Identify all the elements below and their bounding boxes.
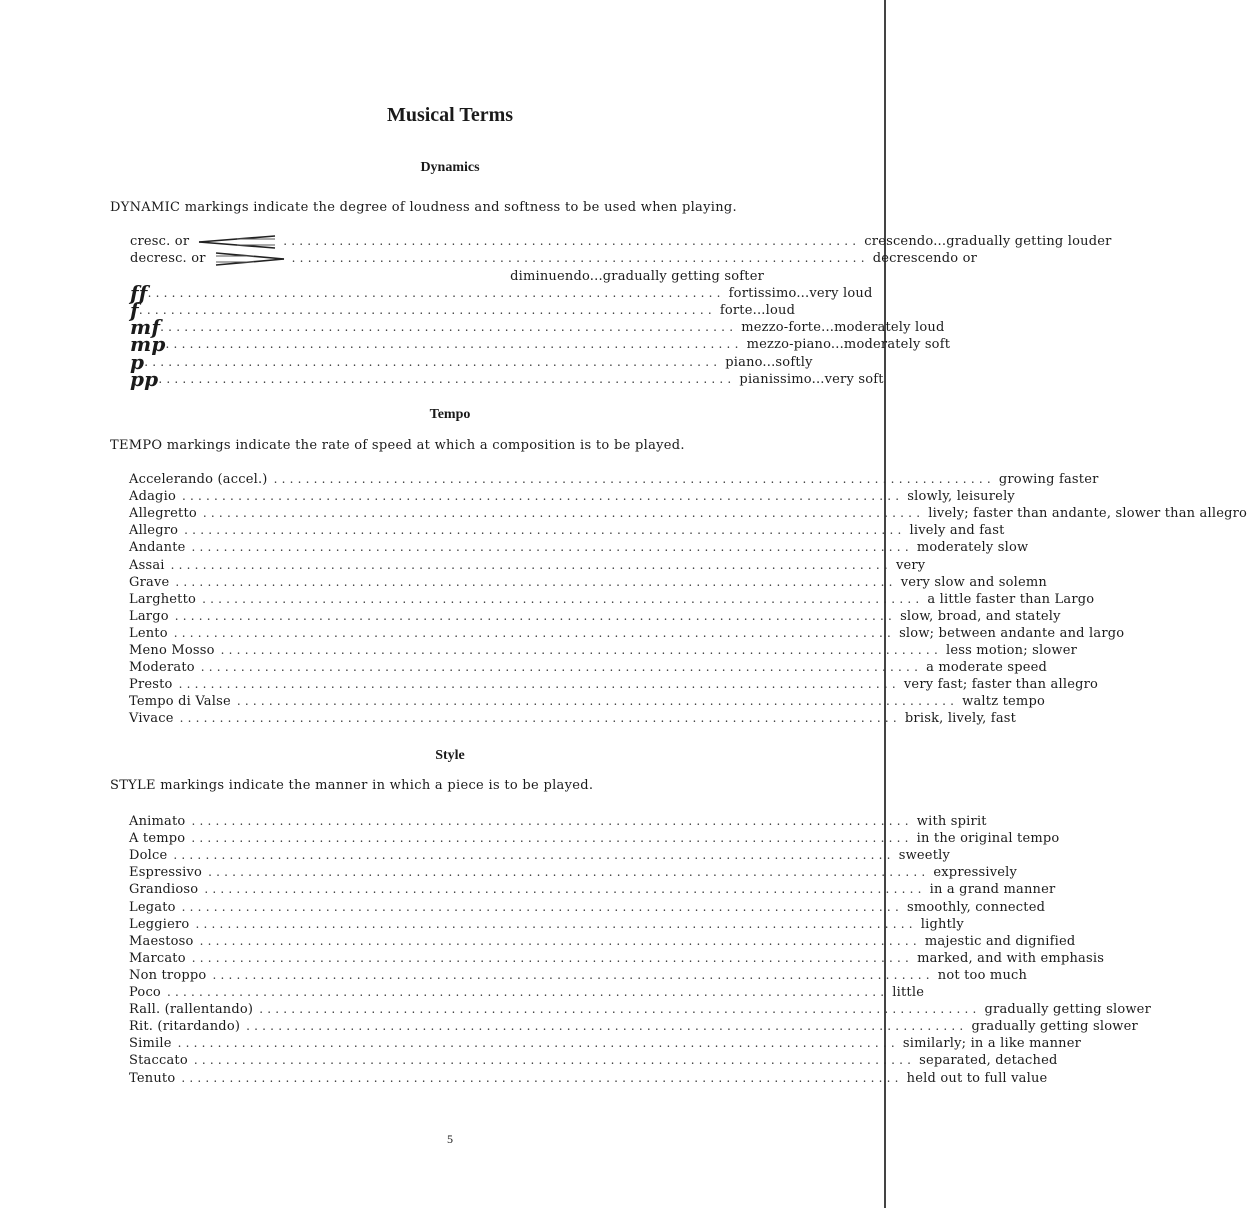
list-item [129,1035,1082,1052]
term-meaning: majestic and dignified [924,933,1076,949]
term-meaning: separated, detached [919,1053,1058,1069]
dot-leader: .......................................................................................... [208,865,930,880]
dot-leader: .......................................................................................... [184,523,906,538]
list-item [130,297,796,322]
cresc-abbr: cresc. or [130,234,190,250]
term-name: Lento [129,625,168,641]
dot-leader: ........................................................................ [165,337,743,352]
term-meaning: with spirit [916,814,987,830]
list-item [129,967,1028,984]
dot-leader: ........................................................................ [138,302,716,317]
list-item [129,471,1099,488]
list-item [129,916,964,933]
style-intro: STYLE markings indicate the manner in which a piece is to be played. [110,778,594,793]
dynamic-meaning: forte...loud [719,302,796,318]
list-item [129,505,1247,522]
term-name: Espressivo [129,865,203,881]
term-meaning: very fast; faster than allegro [903,677,1099,693]
list-item [129,813,987,830]
dot-leader: .......................................................................................... [191,831,913,846]
term-meaning: lively; faster than andante, slower than allegro [928,506,1247,522]
term-name: Rit. (ritardando) [129,1019,241,1035]
list-item [129,881,1056,898]
dynamic-abbr [130,250,292,267]
list-item [130,233,1112,250]
list-item [130,250,978,267]
term-name: Larghetto [129,591,197,607]
term-meaning: brisk, lively, fast [904,711,1017,727]
list-item [129,659,1048,676]
term-meaning: smoothly, connected [906,899,1046,915]
dot-leader: .......................................................................................... [175,574,897,589]
term-name: Grave [129,574,170,590]
list-item [129,676,1099,693]
term-name: Tempo di Valse [129,694,231,710]
term-meaning: waltz tempo [962,694,1045,710]
term-name: Grandioso [129,882,199,898]
dot-leader: .......................................................................................... [193,1053,916,1068]
term-name: Vivace [129,711,174,727]
list-item [129,556,926,573]
dot-leader: .......................................................................................... [191,950,914,965]
list-item [129,488,1015,505]
dot-leader: .......................................................................................... [170,557,892,572]
term-meaning: in a grand manner [929,882,1056,898]
dot-leader: .......................................................................................... [174,608,897,623]
dot-leader: .......................................................................................... [212,967,934,982]
term-meaning: moderately slow [916,540,1029,556]
term-name: A tempo [129,831,186,847]
term-meaning: growing faster [998,472,1099,488]
dynamics-intro: DYNAMIC markings indicate the degree of loudness and softness to be used when playing. [110,200,737,215]
term-name: Allegretto [129,506,197,522]
dynamic-meaning: pianissimo...very soft [739,371,884,387]
dot-leader: .......................................................................................... [181,899,903,914]
list-item [130,315,945,340]
dot-leader: .......................................................................................... [273,472,995,487]
dynamic-meaning: piano...softly [725,354,813,370]
term-meaning: in the original tempo [916,831,1060,847]
term-meaning: expressively [933,865,1018,881]
dot-leader: .......................................................................................... [181,1070,903,1085]
list-item [129,608,1061,625]
dynamic-meaning: fortissimo...very loud [728,285,873,301]
style-heading: Style [435,748,465,763]
term-name: Leggiero [129,916,190,932]
list-item [129,574,1047,591]
dot-leader: ........................................................................ [283,234,861,249]
term-meaning: a little faster than Largo [927,591,1095,607]
term-name: Allegro [129,523,179,539]
term-name: Non troppo [129,967,207,983]
dynamic-symbol: p [130,349,145,374]
list-item [130,349,813,374]
style-list [129,813,1151,1087]
dynamics-list [130,233,1112,391]
dynamic-symbol: ff [130,280,148,305]
dot-leader: .......................................................................................... [177,1036,899,1051]
list-item [129,1018,1138,1035]
list-item [129,625,1125,642]
dot-leader: .......................................................................................... [181,489,904,504]
term-meaning: slow, broad, and stately [900,608,1061,624]
list-item [129,1052,1058,1069]
term-name: Tenuto [129,1070,176,1086]
term-meaning: not too much [937,967,1028,983]
dot-leader: .......................................................................................... [200,660,923,675]
term-name: Maestoso [129,933,194,949]
term-name: Dolce [129,848,168,864]
dynamic-abbr [130,233,283,250]
dot-leader: .......................................................................................... [173,848,895,863]
decresc-abbr: decresc. or [130,251,206,267]
term-meaning: slow; between andante and largo [899,625,1125,641]
list-item [129,591,1095,608]
list-item [129,642,1078,659]
term-meaning: lively and fast [909,523,1005,539]
dynamic-symbol: pp [130,366,159,391]
term-name: Presto [129,677,173,693]
dynamic-meaning: diminuendo...gradually getting softer [510,268,764,284]
dot-leader: ........................................................................ [291,251,869,266]
list-item [130,280,873,305]
term-name: Moderato [129,660,195,676]
dot-leader: .......................................................................................... [259,1002,981,1017]
term-meaning: slowly, leisurely [907,489,1015,505]
dot-leader: .......................................................................................... [236,694,959,709]
term-meaning: gradually getting slower [971,1019,1138,1035]
term-meaning: sweetly [898,848,951,864]
dot-leader: .......................................................................................... [166,985,889,1000]
term-meaning: marked, and with emphasis [917,950,1105,966]
dot-leader: .......................................................................................... [220,643,942,658]
dot-leader: ........................................................................ [144,354,722,369]
dynamic-symbol: mp [130,332,166,357]
page-number: 5 [447,1132,453,1146]
term-meaning: a moderate speed [926,660,1048,676]
dot-leader: ........................................................................ [147,285,725,300]
dot-leader: .......................................................................................... [179,711,901,726]
decrescendo-hairpin-icon [214,252,286,266]
dynamics-heading: Dynamics [420,160,480,175]
list-item [129,933,1076,950]
term-meaning: similarly; in a like manner [902,1036,1082,1052]
list-item [129,693,1045,710]
term-meaning: less motion; slower [945,643,1078,659]
dot-leader: .......................................................................................... [202,591,924,606]
term-meaning: little [892,985,925,1001]
dot-leader: .......................................................................................... [191,540,913,555]
dot-leader: .......................................................................................... [195,916,917,931]
term-name: Assai [129,557,165,573]
crescendo-hairpin-icon [197,235,277,249]
list-item [129,710,1017,727]
list-item [129,847,951,864]
term-name: Meno Mosso [129,643,215,659]
page-title: Musical Terms [386,104,514,126]
term-name: Andante [129,540,186,556]
dot-leader: ........................................................................ [160,320,738,335]
list-item [129,830,1060,847]
list-item [129,984,925,1001]
term-name: Staccato [129,1053,188,1069]
dot-leader: .......................................................................................... [246,1019,968,1034]
term-name: Adagio [129,489,176,505]
term-name: Marcato [129,950,186,966]
list-item [129,1069,1048,1086]
list-item [130,332,951,357]
dynamic-meaning: decrescendo or [872,251,978,267]
term-name: Animato [129,814,186,830]
dynamic-symbol: mf [130,315,161,340]
list-item [129,539,1029,556]
list-item [129,1001,1151,1018]
list-item [129,898,1046,915]
term-name: Rall. (rallentando) [129,1002,254,1018]
term-name: Largo [129,608,169,624]
term-name: Simile [129,1036,172,1052]
tempo-list [129,471,1247,727]
dot-leader: .......................................................................................... [191,814,913,829]
term-name: Accelerando (accel.) [129,472,268,488]
term-name: Poco [129,985,161,1001]
term-meaning: held out to full value [906,1070,1048,1086]
list-item [129,950,1105,967]
term-meaning: lightly [920,916,964,932]
list-item [129,864,1018,881]
term-meaning: gradually getting slower [984,1002,1151,1018]
dynamic-meaning: mezzo-forte...moderately loud [741,320,945,336]
dynamic-symbol: f [130,297,139,322]
term-meaning: very slow and solemn [900,574,1047,590]
list-item [130,366,884,391]
dot-leader: .......................................................................................... [202,506,925,521]
dot-leader: .......................................................................................... [173,625,896,640]
term-name: Legato [129,899,176,915]
term-meaning: very [895,557,926,573]
dynamic-meaning: mezzo-piano...moderately soft [746,337,951,353]
tempo-intro: TEMPO markings indicate the rate of speed at which a composition is to be played. [110,438,685,453]
list-item [129,522,1005,539]
tempo-heading: Tempo [429,407,471,422]
dot-leader: .......................................................................................... [199,933,921,948]
dynamic-meaning: crescendo...gradually getting louder [864,234,1112,250]
list-item-continuation [130,267,764,284]
dot-leader: .......................................................................................... [178,677,900,692]
dot-leader: ........................................................................ [158,371,736,386]
dot-leader: .......................................................................................... [204,882,926,897]
